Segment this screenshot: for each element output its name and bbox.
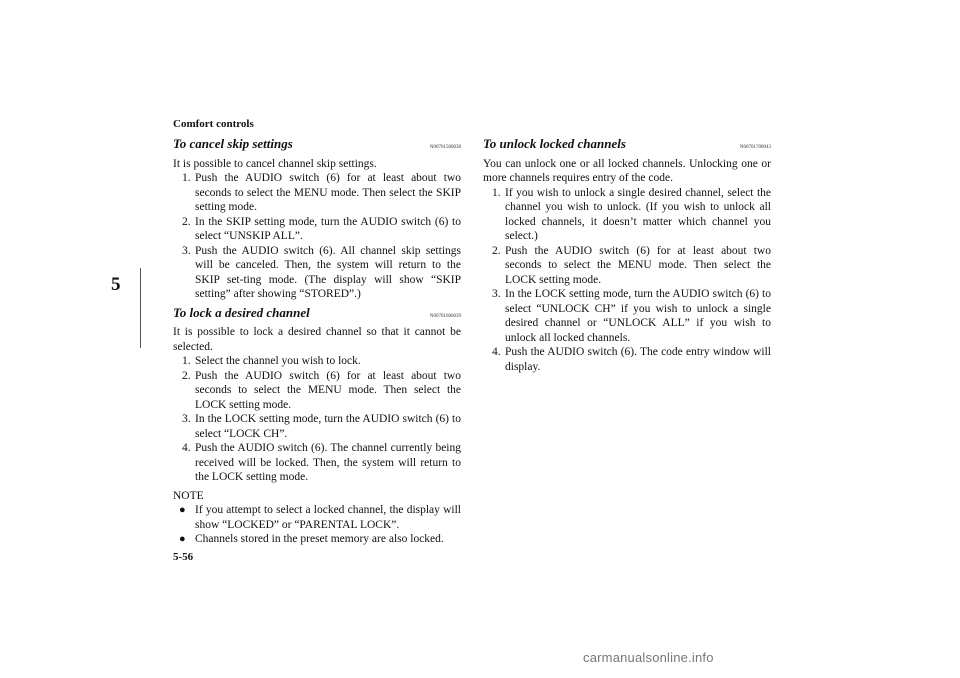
step-text: Push the AUDIO switch (6). All channel skip settings will be canceled. Then, the system will return to the SKIP set-ting mode. (The display will show “SKIP setting” after showing “STORED”.) [195, 244, 461, 300]
step-number: 2. [182, 369, 191, 382]
page-number: 5-56 [173, 551, 194, 563]
section-title: To lock a desired channel [173, 304, 310, 320]
step-item [173, 369, 461, 413]
step-text: Push the AUDIO switch (6) for at least about two seconds to select the MENU mode. Then select the LOCK setting mode. [505, 244, 771, 286]
step-item [173, 441, 461, 485]
section-title: To unlock locked channels [483, 136, 626, 151]
right-column [483, 137, 771, 378]
section-title: To cancel skip settings [173, 136, 293, 151]
step-text: Push the AUDIO switch (6) for at least about two seconds to select the MENU mode. Then select the LOCK setting mode. [195, 369, 461, 411]
section-code: N00701500038 [429, 145, 461, 150]
section-intro: It is possible to lock a desired channel so that it cannot be selected. [173, 326, 461, 353]
step-item [173, 215, 461, 244]
step-number: 1. [492, 186, 501, 199]
bullet-icon: ● [179, 533, 186, 545]
page-header-title: Comfort controls [173, 118, 254, 130]
section-heading [483, 137, 771, 156]
step-number: 4. [492, 346, 501, 358]
step-text: Push the AUDIO switch (6). The channel currently being received will be locked. Then, the system will return to the LOCK setting mode. [195, 442, 461, 483]
step-item [173, 171, 461, 215]
bullet-icon: ● [179, 504, 186, 516]
step-text: Select the channel you wish to lock. [195, 355, 361, 367]
step-text: Push the AUDIO switch (6). The code entry window will display. [505, 346, 771, 373]
step-number: 1. [182, 172, 191, 184]
section-unlock-channels [483, 137, 771, 374]
section-code: N00701600039 [429, 313, 461, 319]
step-list [173, 354, 461, 485]
section-cancel-skip [173, 137, 461, 302]
section-lock-channel [173, 306, 461, 485]
step-item [483, 287, 771, 345]
section-code: N00701700043 [739, 145, 771, 150]
step-number: 4. [182, 442, 191, 454]
section-intro: It is possible to cancel channel skip settings. [173, 157, 377, 170]
step-number: 3. [182, 244, 191, 257]
step-item [483, 345, 771, 374]
left-column [173, 137, 461, 547]
step-item [173, 412, 461, 441]
step-text: In the LOCK setting mode, turn the AUDIO switch (6) to select “LOCK CH”. [195, 413, 461, 440]
step-item [173, 354, 461, 369]
chapter-tab: 5 [111, 268, 141, 348]
step-number: 3. [182, 413, 191, 425]
note-text: If you attempt to select a locked channel, the display will show “LOCKED” or “PARENTAL LOCK”. [195, 504, 461, 531]
note-item [173, 532, 461, 547]
step-number: 2. [492, 244, 501, 257]
section-intro: You can unlock one or all locked channels. Unlocking one or more channels requires entry of the code. [483, 157, 771, 184]
section-heading [173, 306, 461, 325]
note-text: Channels stored in the preset memory are also locked. [195, 533, 444, 545]
step-text: Push the AUDIO switch (6) for at least about two seconds to select the MENU mode. Then select the SKIP setting mode. [195, 172, 461, 213]
note-list [173, 503, 461, 547]
step-number: 2. [182, 215, 191, 228]
note-item [173, 503, 461, 532]
step-text: In the LOCK setting mode, turn the AUDIO switch (6) to select “UNLOCK CH” if you wish to unlock a single desired channel or “UNLOCK ALL” if you wish to unlock all locked channels. [505, 288, 771, 344]
step-item [483, 186, 771, 244]
step-number: 3. [492, 288, 501, 300]
step-item [173, 244, 461, 302]
step-text: If you wish to unlock a single desired channel, select the channel you wish to unlock. (If you wish to unlock all locked channels, it doesn’t matter which channel you select.) [505, 186, 771, 242]
section-heading [173, 137, 461, 156]
step-list [483, 186, 771, 375]
step-text: In the SKIP setting mode, turn the AUDIO switch (6) to select “UNSKIP ALL”. [195, 215, 461, 242]
note-label: NOTE [173, 489, 204, 502]
step-number: 1. [182, 355, 191, 367]
step-list [173, 171, 461, 302]
step-item [483, 244, 771, 288]
footer-watermark[interactable]: carmanualsonline.info [583, 650, 714, 665]
